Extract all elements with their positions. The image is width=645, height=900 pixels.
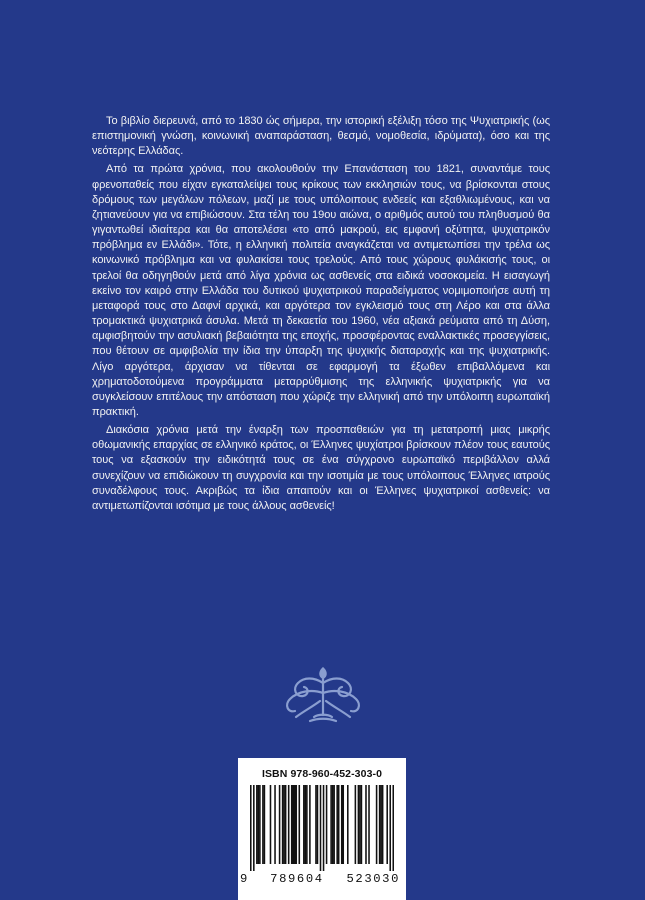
fleuron-ornament-icon <box>276 663 370 723</box>
barcode-bar <box>333 785 335 864</box>
barcode-bar <box>258 785 260 864</box>
barcode-guard-bar <box>392 785 394 871</box>
barcode-guard-bar <box>253 785 255 871</box>
barcode-guard-bar <box>389 785 391 871</box>
barcode-bar <box>283 785 285 864</box>
barcode-bar <box>326 785 328 864</box>
isbn-label: ISBN 978-960-452-303-0 <box>261 768 383 780</box>
barcode-bar <box>317 785 319 864</box>
barcode-bar <box>294 785 296 864</box>
barcode-bar <box>305 785 307 864</box>
barcode-bar <box>330 785 332 864</box>
barcode-bar <box>365 785 367 864</box>
barcode-bar <box>306 785 308 864</box>
barcode-digit-prefix: 9 <box>240 872 248 886</box>
barcode-bar <box>376 785 378 864</box>
barcode-bar <box>299 785 301 864</box>
barcode-bar <box>291 785 293 864</box>
barcode-bar <box>336 785 338 864</box>
barcode-bar <box>285 785 287 864</box>
barcode-bar <box>282 785 284 864</box>
barcode-bar <box>342 785 344 864</box>
barcode-digits <box>240 872 400 886</box>
blurb-paragraph-1: Το βιβλίο διερευνά, από το 1830 ώς σήμερα, την ιστορική εξέλιξη τόσο της Ψυχιατρικής (ως επιστημονική γνώση, κοινωνική αναπαράσταση, θεσμό, νομοθεσία, ιδρύματα), όσο και της νεότερης Ελλάδας. <box>92 115 550 158</box>
blurb-paragraph-3: Διακόσια χρόνια μετά την έναρξη των προσπαθειών για τη μετατροπή μιας μικρής οθωμανικής επαρχίας σε ελληνικό κράτος, οι Έλληνες ψυχίατροι βρίσκουν πλέον τους εαυτούς τους να εξασκούν την ειδικότητά τους σε ένα σύγχρονο ευρωπαϊκό περιβάλλον αλλά συνεχίζουν να επιδιώκουν τη συγχρονία και την ισοτιμία με τους υπόλοιπους Έλληνες ιατρούς συναδέλφους τους. Ακριβώς τα ίδια απαιτούν και οι Έλληνες ψυχιατρικοί ασθενείς: να αντιμετωπίζονται ισότιμα με τους άλλους ασθενείς! <box>92 424 550 512</box>
barcode-digits-left: 789604 <box>270 872 324 886</box>
barcode-bar <box>279 785 281 864</box>
barcode <box>250 785 394 871</box>
barcode-bar <box>332 785 334 864</box>
barcode-bar <box>309 785 311 864</box>
barcode-bar <box>382 785 384 864</box>
barcode-bar <box>347 785 349 864</box>
barcode-bar <box>338 785 340 864</box>
barcode-bar <box>355 785 357 864</box>
barcode-bar <box>270 785 272 864</box>
blurb-paragraph-2: Από τα πρώτα χρόνια, που ακολουθούν την Επανάσταση του 1821, συναντάμε τους φρενοπαθείς που είχαν εγκαταλείψει τους κρίκους των εκκλησιών τους, να βρίσκονται στους δρόμους των μεγάλων πόλεων, μαζί με τους υπόλοιπους ενδεείς και εξαθλιωμένους, και να ζητιανεύουν για να επιβιώσουν. Στα τέλη του 19ου αιώνα, ο αριθμός αυτού του πληθυσμού θα γιγαντωθεί ιδιαίτερα και θα αποτελέσει «το από μακρού, εις εμφανή οξύτητα, ψυχιατρικόν πρόβλημα εν Ελλάδι». Τότε, η ελληνική πολιτεία αναγκάζεται να αντιμετωπίσει την τρέλα ως κοινωνικό πρόβλημα και να φυλακίσει τους τρελούς. Από τους χώρους φυλάκισής τους, οι τρελοί θα οδηγηθούν μετά από λίγα χρόνια ως ασθενείς στα ειδικά νοσοκομεία. Η εισαγωγή εκείνο τον καιρό στην Ελλάδα του δυτικού ψυχιατρικού παραδείγματος νομιμοποιήσε αυτή τη μεταφορά τους στο Δαφνί αρχικά, και αργότερα τον εγκλεισμό τους στη Λέρο και στα άλλα τρομακτικά ψυχιατρικά άσυλα. Μετά τη δεκαετία του 1960, νέα αξιακά ρεύματα από τη Δύση, αμφισβητούν την ασυλιακή βεβαιότητα της εποχής, προσφέροντας εναλλακτικές προσεγγίσεις, που θέτουν σε αμφιβολία την ίδια την ύπαρξη της ψυχικής διαταραχής και της ψυχιατρικής. Λίγο αργότερα, άρχισαν να τίθενται σε εφαρμογή τα έξωθεν επιβαλλόμενα και χρηματοδοτούμενα προγράμματα μεταρρύθμισης της ελληνικής ψυχιατρικής για να συγκλείσουν επιτέλους την απόσταση που χώριζε την ελληνική από την υπόλοιπη ευρωπαϊκή πρακτική. <box>92 163 550 418</box>
barcode-bar <box>264 785 266 864</box>
barcode-bar <box>292 785 294 864</box>
barcode-bar <box>262 785 264 864</box>
blurb-text <box>92 114 550 517</box>
barcode-bar <box>341 785 343 864</box>
barcode-bar <box>359 785 361 864</box>
barcode-guard-bar <box>320 785 322 871</box>
barcode-bar <box>315 785 317 864</box>
barcode-bar <box>379 785 381 864</box>
barcode-bar <box>274 785 276 864</box>
barcode-guard-bar <box>250 785 252 871</box>
barcode-bar <box>358 785 360 864</box>
barcode-bar <box>303 785 305 864</box>
barcode-bar <box>288 785 290 864</box>
barcode-bar <box>368 785 370 864</box>
barcode-digits-right: 523030 <box>346 872 400 886</box>
isbn-barcode-box <box>238 758 406 900</box>
barcode-bar <box>380 785 382 864</box>
barcode-bar <box>256 785 258 864</box>
barcode-bar <box>386 785 388 864</box>
barcode-bar <box>259 785 261 864</box>
barcode-bar <box>361 785 363 864</box>
barcode-bar <box>295 785 297 864</box>
barcode-guard-bar <box>323 785 325 871</box>
